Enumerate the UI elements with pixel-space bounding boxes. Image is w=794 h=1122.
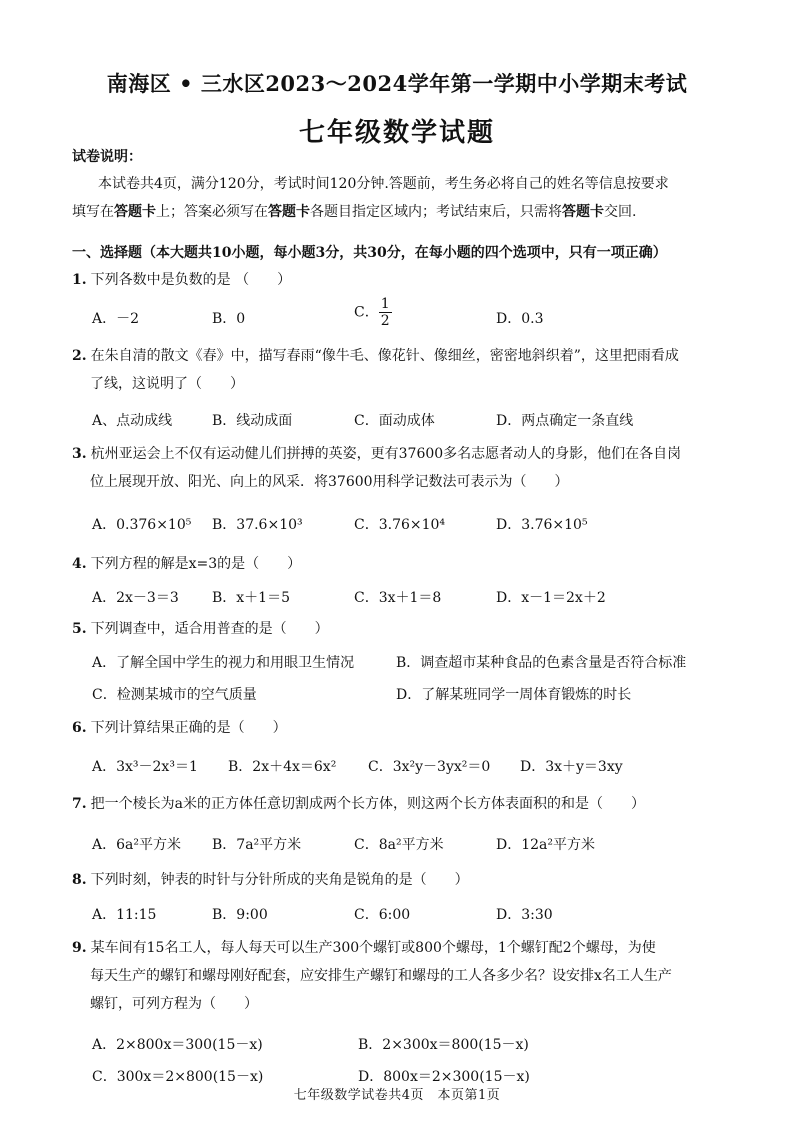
option-a: A．0.376×10⁵ <box>92 517 192 533</box>
question-7: 7. 把一个棱长为a米的正方体任意切割成两个长方体，则这两个长方体表面积的和是（ ） <box>72 796 645 812</box>
option-d: D．x－1＝2x＋2 <box>496 590 606 606</box>
option-a: A．－2 <box>92 311 140 327</box>
question-7-options <box>92 834 732 856</box>
option-c: C．6:00 <box>354 907 411 923</box>
option-a: A．6a²平方米 <box>92 837 181 853</box>
question-9: 9. 某车间有15名工人，每人每天可以生产300个螺钉或800个螺母，1个螺钉配2个螺母，为使 每天生产的螺钉和螺母刚好配套，应安排生产螺钉和螺母的工人各多少名？设安排x名工人生产 螺钉，可列方程为（ ） <box>72 940 672 1012</box>
question-5: 5. 下列调查中，适合用普查的是（ ） <box>72 621 329 637</box>
option-d: D．3x＋y＝3xy <box>520 759 623 775</box>
question-9-options-row-1 <box>92 1034 732 1056</box>
option-c: C．面动成体 <box>354 413 435 429</box>
option-d: D．3.76×10⁵ <box>496 517 588 533</box>
option-d: D．12a²平方米 <box>496 837 595 853</box>
option-b: B．37.6×10³ <box>212 517 303 533</box>
option-b: B．2x＋4x＝6x² <box>228 759 337 775</box>
option-a: A．2×800x＝300(15－x) <box>92 1037 263 1053</box>
question-2-options <box>92 410 732 432</box>
option-a: A．3x³－2x³＝1 <box>92 759 198 775</box>
question-5-options-row-2 <box>92 684 732 706</box>
question-8-options <box>92 904 732 926</box>
option-c: C．8a²平方米 <box>354 837 444 853</box>
notes-body <box>72 170 732 226</box>
option-a: A．2x－3＝3 <box>92 590 179 606</box>
option-c: C． $\frac{1}{2}$ <box>354 296 390 329</box>
option-c: C．3x²y－3yx²＝0 <box>368 759 491 775</box>
option-b: B．7a²平方米 <box>212 837 302 853</box>
question-1-options <box>92 296 732 329</box>
option-d: D．3:30 <box>496 907 553 923</box>
question-4-options <box>92 587 732 609</box>
question-4: 4. 下列方程的解是x=3的是（ ） <box>72 556 302 572</box>
option-d: D．0.3 <box>496 311 544 327</box>
notes-line-2: 填写在答题卡上；答案必须写在答题卡各题目指定区域内；考试结束后，只需将答题卡交回. <box>72 204 637 220</box>
page-footer: 七年级数学试卷共4页 本页第1页 <box>293 1088 501 1103</box>
option-a: A．11:15 <box>92 907 157 923</box>
option-c: C．3.76×10⁴ <box>354 517 446 533</box>
question-6-options <box>92 756 732 778</box>
question-1: 1. 下列各数中是负数的是 （ ） <box>72 272 292 288</box>
question-8: 8. 下列时刻，钟表的时针与分针所成的夹角是锐角的是（ ） <box>72 872 469 888</box>
question-6: 6. 下列计算结果正确的是（ ） <box>72 720 287 736</box>
question-3: 3. 杭州亚运会上不仅有运动健儿们拼搏的英姿，更有37600多名志愿者动人的身影，他们在各自岗 位上展现开放、阳光、向上的风采．将37600用科学记数法可表示为（ ） <box>72 446 682 490</box>
exam-subtitle: 七年级数学试题 <box>298 118 495 148</box>
option-b: B．调查超市某种食品的色素含量是否符合标准 <box>396 655 687 671</box>
notes-line-1: 本试卷共4页，满分120分，考试时间120分钟.答题前，考生务必将自己的姓名等信息按要求 <box>98 176 669 192</box>
exam-title: 南海区 • 三水区2023～2024学年第一学期中小学期末考试 <box>106 71 688 96</box>
section-heading: 一、选择题（本大题共10小题，每小题3分，共30分，在每小题的四个选项中，只有一项正确） <box>72 245 667 261</box>
question-2: 2. 在朱自清的散文《春》中，描写春雨“像牛毛、像花针、像细丝，密密地斜织着”，这里把雨看成 了线，这说明了（ ） <box>72 348 679 392</box>
option-a: A．了解全国中学生的视力和用眼卫生情况 <box>92 655 355 671</box>
option-b: B．2×300x＝800(15－x) <box>358 1037 529 1053</box>
option-b: B．0 <box>212 311 246 327</box>
question-5-options-row-1 <box>92 652 732 674</box>
option-d: D．两点确定一条直线 <box>496 413 634 429</box>
option-c: C．3x＋1＝8 <box>354 590 442 606</box>
option-b: B．线动成面 <box>212 413 293 429</box>
option-c: C．300x＝2×800(15－x) <box>92 1069 264 1085</box>
option-d: D．了解某班同学一周体育锻炼的时长 <box>396 687 632 703</box>
option-d: D．800x＝2×300(15－x) <box>358 1069 530 1085</box>
question-3-options <box>92 514 732 536</box>
option-b: B．9:00 <box>212 907 268 923</box>
notes-heading: 试卷说明： <box>72 149 142 165</box>
fraction: $\frac{1}{2}$ <box>380 296 390 329</box>
option-c: C．检测某城市的空气质量 <box>92 687 257 703</box>
option-b: B．x＋1＝5 <box>212 590 290 606</box>
option-a: A、点动成线 <box>92 413 173 429</box>
